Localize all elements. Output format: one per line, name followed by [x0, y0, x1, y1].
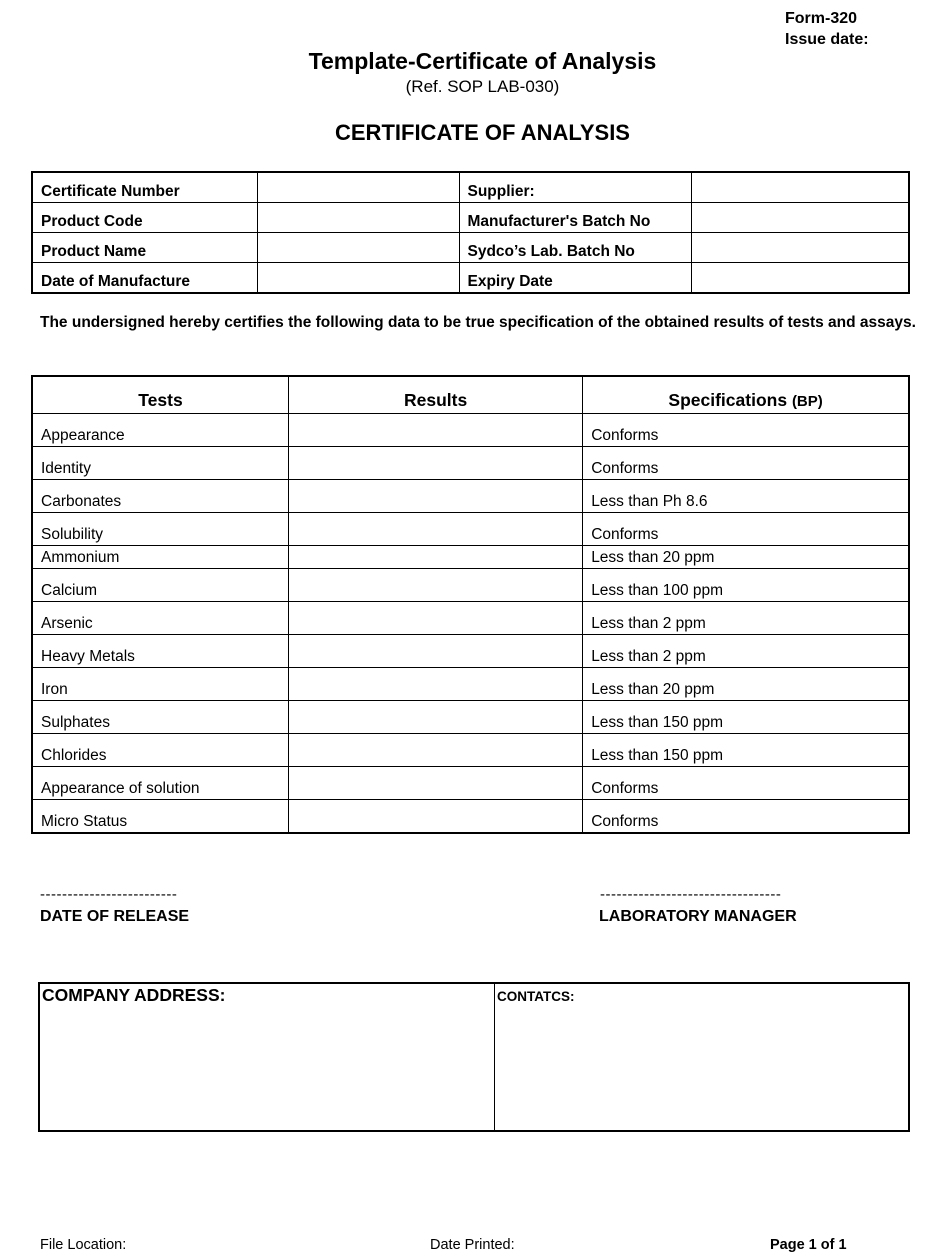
contacts-label: CONTATCS:	[497, 989, 575, 1004]
result-entry-cell[interactable]	[288, 668, 582, 701]
test-name-cell: Iron	[32, 668, 288, 701]
info-label: Expiry Date	[459, 263, 692, 294]
test-row	[32, 480, 909, 513]
test-name-cell: Calcium	[32, 569, 288, 602]
specification-cell: Less than Ph 8.6	[583, 480, 909, 513]
release-date-signature-line: -------------------------	[40, 886, 178, 903]
result-entry-cell[interactable]	[288, 734, 582, 767]
info-value-field[interactable]	[258, 203, 459, 233]
date-printed-label: Date Printed:	[430, 1237, 515, 1253]
page-number: Page 1 of 1	[770, 1237, 847, 1253]
specification-cell: Less than 20 ppm	[583, 668, 909, 701]
test-row	[32, 602, 909, 635]
specification-cell: Less than 20 ppm	[583, 546, 909, 569]
date-of-release-label: DATE OF RELEASE	[40, 908, 190, 925]
manager-signature-line: ---------------------------------	[600, 886, 782, 903]
info-label: Supplier:	[459, 172, 692, 203]
company-address-cell	[40, 984, 495, 1130]
specification-cell: Conforms	[583, 513, 909, 546]
file-location-label: File Location:	[40, 1237, 127, 1253]
certificate-heading: CERTIFICATE OF ANALYSIS	[335, 120, 630, 145]
info-value-field[interactable]	[258, 263, 459, 294]
form-id-block	[785, 8, 869, 50]
info-row	[32, 203, 909, 233]
test-name-cell: Sulphates	[32, 701, 288, 734]
certification-statement: The undersigned hereby certifies the following data to be true specification of the obtained results of tests and assays.	[40, 314, 916, 331]
info-label: Product Name	[32, 233, 258, 263]
laboratory-manager-label: LABORATORY MANAGER	[599, 908, 797, 925]
header-specifications-text: Specifications	[668, 390, 788, 410]
result-entry-cell[interactable]	[288, 635, 582, 668]
specification-cell: Less than 150 ppm	[583, 701, 909, 734]
test-name-cell: Heavy Metals	[32, 635, 288, 668]
result-entry-cell[interactable]	[288, 569, 582, 602]
test-row	[32, 447, 909, 480]
info-value-field[interactable]	[258, 233, 459, 263]
info-value-field[interactable]	[692, 203, 909, 233]
test-name-cell: Appearance	[32, 414, 288, 447]
test-row	[32, 800, 909, 834]
test-results-table	[31, 375, 910, 834]
issue-date-label: Issue date:	[785, 31, 869, 48]
info-label: Product Code	[32, 203, 258, 233]
info-row	[32, 233, 909, 263]
info-label: Sydco’s Lab. Batch No	[459, 233, 692, 263]
result-entry-cell[interactable]	[288, 447, 582, 480]
test-name-cell: Micro Status	[32, 800, 288, 834]
test-row	[32, 569, 909, 602]
specification-cell: Less than 100 ppm	[583, 569, 909, 602]
results-header-row	[32, 376, 909, 414]
info-label: Date of Manufacture	[32, 263, 258, 294]
form-number: Form-320	[785, 10, 858, 27]
info-value-field[interactable]	[692, 263, 909, 294]
test-row	[32, 513, 909, 546]
company-address-label: COMPANY ADDRESS:	[42, 985, 226, 1005]
header-results: Results	[288, 376, 582, 414]
result-entry-cell[interactable]	[288, 767, 582, 800]
test-name-cell: Carbonates	[32, 480, 288, 513]
test-row	[32, 546, 909, 569]
test-row	[32, 701, 909, 734]
header-specifications-suffix: (BP)	[791, 393, 823, 410]
result-entry-cell[interactable]	[288, 800, 582, 834]
specification-cell: Less than 150 ppm	[583, 734, 909, 767]
info-value-field[interactable]	[692, 172, 909, 203]
test-name-cell: Ammonium	[32, 546, 288, 569]
specification-cell: Conforms	[583, 447, 909, 480]
specification-cell: Conforms	[583, 767, 909, 800]
info-label: Certificate Number	[32, 172, 258, 203]
company-address-box	[38, 982, 910, 1132]
product-info-table	[31, 171, 910, 294]
test-name-cell: Appearance of solution	[32, 767, 288, 800]
test-name-cell: Chlorides	[32, 734, 288, 767]
info-value-field[interactable]	[258, 172, 459, 203]
test-row	[32, 414, 909, 447]
test-row	[32, 734, 909, 767]
specification-cell: Less than 2 ppm	[583, 635, 909, 668]
result-entry-cell[interactable]	[288, 513, 582, 546]
header-tests: Tests	[32, 376, 288, 414]
specification-cell: Conforms	[583, 800, 909, 834]
test-row	[32, 635, 909, 668]
header-specifications	[583, 376, 909, 414]
result-entry-cell[interactable]	[288, 414, 582, 447]
test-row	[32, 767, 909, 800]
result-entry-cell[interactable]	[288, 602, 582, 635]
info-row	[32, 172, 909, 203]
document-subtitle: (Ref. SOP LAB-030)	[405, 77, 560, 96]
test-name-cell: Arsenic	[32, 602, 288, 635]
test-name-cell: Identity	[32, 447, 288, 480]
document-title: Template-Certificate of Analysis	[308, 48, 657, 74]
test-row	[32, 668, 909, 701]
contacts-cell	[495, 984, 908, 1130]
result-entry-cell[interactable]	[288, 480, 582, 513]
result-entry-cell[interactable]	[288, 546, 582, 569]
specification-cell: Conforms	[583, 414, 909, 447]
info-label: Manufacturer's Batch No	[459, 203, 692, 233]
info-row	[32, 263, 909, 294]
info-value-field[interactable]	[692, 233, 909, 263]
result-entry-cell[interactable]	[288, 701, 582, 734]
test-name-cell: Solubility	[32, 513, 288, 546]
specification-cell: Less than 2 ppm	[583, 602, 909, 635]
